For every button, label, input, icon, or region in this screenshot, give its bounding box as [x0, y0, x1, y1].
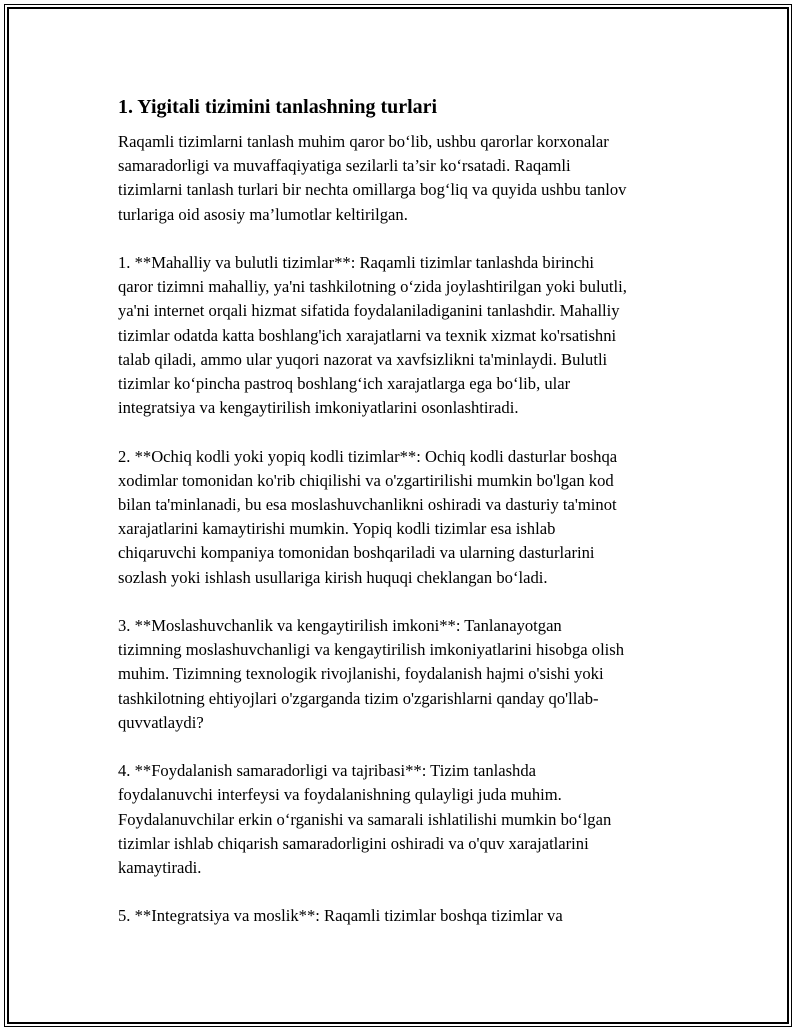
- list-item-4-paragraph: 4. **Foydalanish samaradorligi va tajribasi**: Tizim tanlashda foydalanuvchi interfeysi va foydalanishning qulayligi juda muhim. Foydalanuvchilar erkin o‘rganishi va samarali ishlatilishi mumkin bo‘lgan tizimlar ishlab chiqarish samaradorligini oshiradi va o'quv xarajatlarini kamaytiradi.: [118, 761, 612, 878]
- list-item-3-paragraph: 3. **Moslashuvchanlik va kengaytirilish imkoni**: Tanlanayotgan tizimning moslashuvchanligi va kengaytirilish imkoniyatlarini hisobga olish muhim. Tizimning texnologik rivojlanishi, foydalanish hajmi o'sishi yoki tashkilotning ehtiyojlari o'zgarganda tizim o'zgarishlarni qanday qo'llab- quvvatlaydi?: [118, 616, 625, 732]
- list-item-5-paragraph: 5. **Integratsiya va moslik**: Raqamli tizimlar boshqa tizimlar va: [118, 906, 563, 926]
- document-title: 1. Yigitali tizimini tanlashning turlari: [118, 96, 438, 118]
- intro-paragraph: Raqamli tizimlarni tanlash muhim qaror bo‘lib, ushbu qarorlar korxonalar samaradorligi va muvaffaqiyatiga sezilarli ta’sir ko‘rsatadi. Raqamli tizimlarni tanlash turlari bir nechta omillarga bog‘liq va quyida ushbu tanlov turlariga oid asosiy ma’lumotlar keltirilgan.: [118, 132, 627, 224]
- document-body: [118, 93, 708, 953]
- list-item-2-paragraph: 2. **Ochiq kodli yoki yopiq kodli tizimlar**: Ochiq kodli dasturlar boshqa xodimlar tomonidan ko'rib chiqilishi va o'zgartirilishi mumkin bo'lgan kod bilan ta'minlanadi, bu esa moslashuvchanlikni oshiradi va dasturiy ta'minot xarajatlarini kamaytirishi mumkin. Yopiq kodli tizimlar esa ishlab chiqaruvchi kompaniya tomonidan boshqariladi va ularning dasturlarini sozlash yoki ishlash usullariga kirish huquqi cheklangan bo‘ladi.: [118, 446, 618, 587]
- list-item-1-paragraph: 1. **Mahalliy va bulutli tizimlar**: Raqamli tizimlar tanlashda birinchi qaror tizimni mahalliy, ya'ni tashkilotning o‘zida joylashtirilgan yoki bulutli, ya'ni internet orqali hizmat sifatida foydalaniladiganini tanlashdir. Mahalliy tizimlar odatda katta boshlang'ich xarajatlarni va texnik xizmat ko'rsatishni talab qiladi, ammo ular yuqori nazorat va xavfsizlikni ta'minlaydi. Bulutli tizimlar ko‘pincha pastroq boshlang‘ich xarajatlarga ega bo‘lib, ular integratsiya va kengaytirilish imkoniyatlarini osonlashtiradi.: [118, 253, 627, 418]
